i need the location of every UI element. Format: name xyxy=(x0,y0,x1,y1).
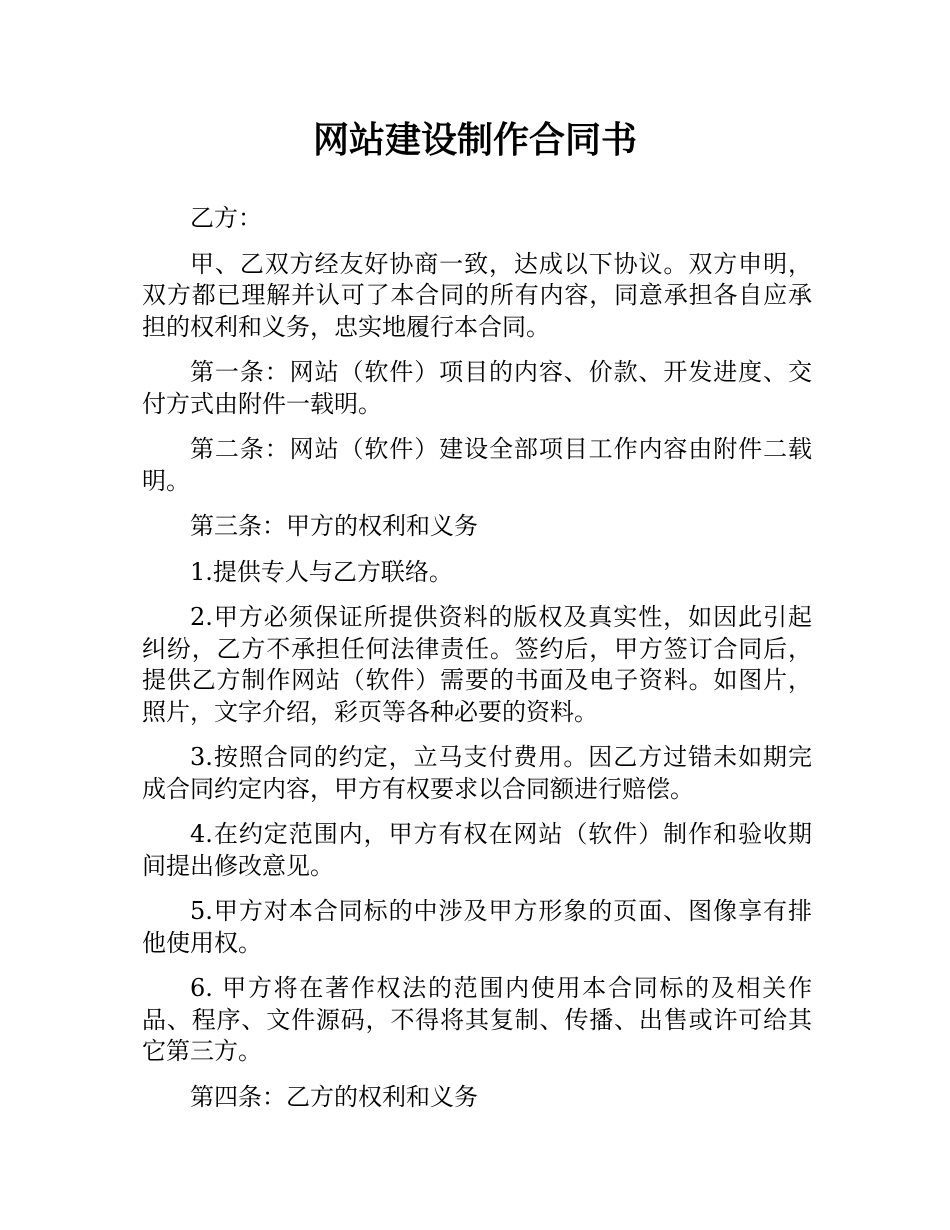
article-3-item-4: 4.在约定范围内，甲方有权在网站（软件）制作和验收期间提出修改意见。 xyxy=(142,820,812,880)
document-body xyxy=(142,203,812,1127)
article-3-item-5: 5.甲方对本合同标的中涉及甲方形象的页面、图像享有排他使用权。 xyxy=(142,897,812,957)
article-2: 第二条：网站（软件）建设全部项目工作内容由附件二载明。 xyxy=(142,435,812,495)
preamble-paragraph: 甲、乙双方经友好协商一致，达成以下协议。双方申明，双方都已理解并认可了本合同的所有内容，同意承担各自应承担的权利和义务，忠实地履行本合同。 xyxy=(142,249,812,341)
article-3-item-2: 2.甲方必须保证所提供资料的版权及真实性，如因此引起纠纷，乙方不承担任何法律责任。签约后，甲方签订合同后，提供乙方制作网站（软件）需要的书面及电子资料。如图片，照片，文字介绍，彩页等各种必要的资料。 xyxy=(142,603,812,726)
article-3-heading: 第三条：甲方的权利和义务 xyxy=(190,512,478,540)
article-1: 第一条：网站（软件）项目的内容、价款、开发进度、交付方式由附件一载明。 xyxy=(142,358,812,418)
article-4-heading: 第四条：乙方的权利和义务 xyxy=(190,1082,478,1111)
article-3-item-3: 3.按照合同的约定，立马支付费用。因乙方过错未如期完成合同约定内容，甲方有权要求以合同额进行赔偿。 xyxy=(142,743,812,803)
party-b-line: 乙方： xyxy=(190,204,262,232)
document-title: 网站建设制作合同书 xyxy=(312,120,637,161)
article-3-item-1: 1.提供专人与乙方联络。 xyxy=(190,557,453,586)
article-3-item-6: 6. 甲方将在著作权法的范围内使用本合同标的及相关作品、程序、文件源码，不得将其复制、传播、出售或许可给其它第三方。 xyxy=(142,974,812,1065)
